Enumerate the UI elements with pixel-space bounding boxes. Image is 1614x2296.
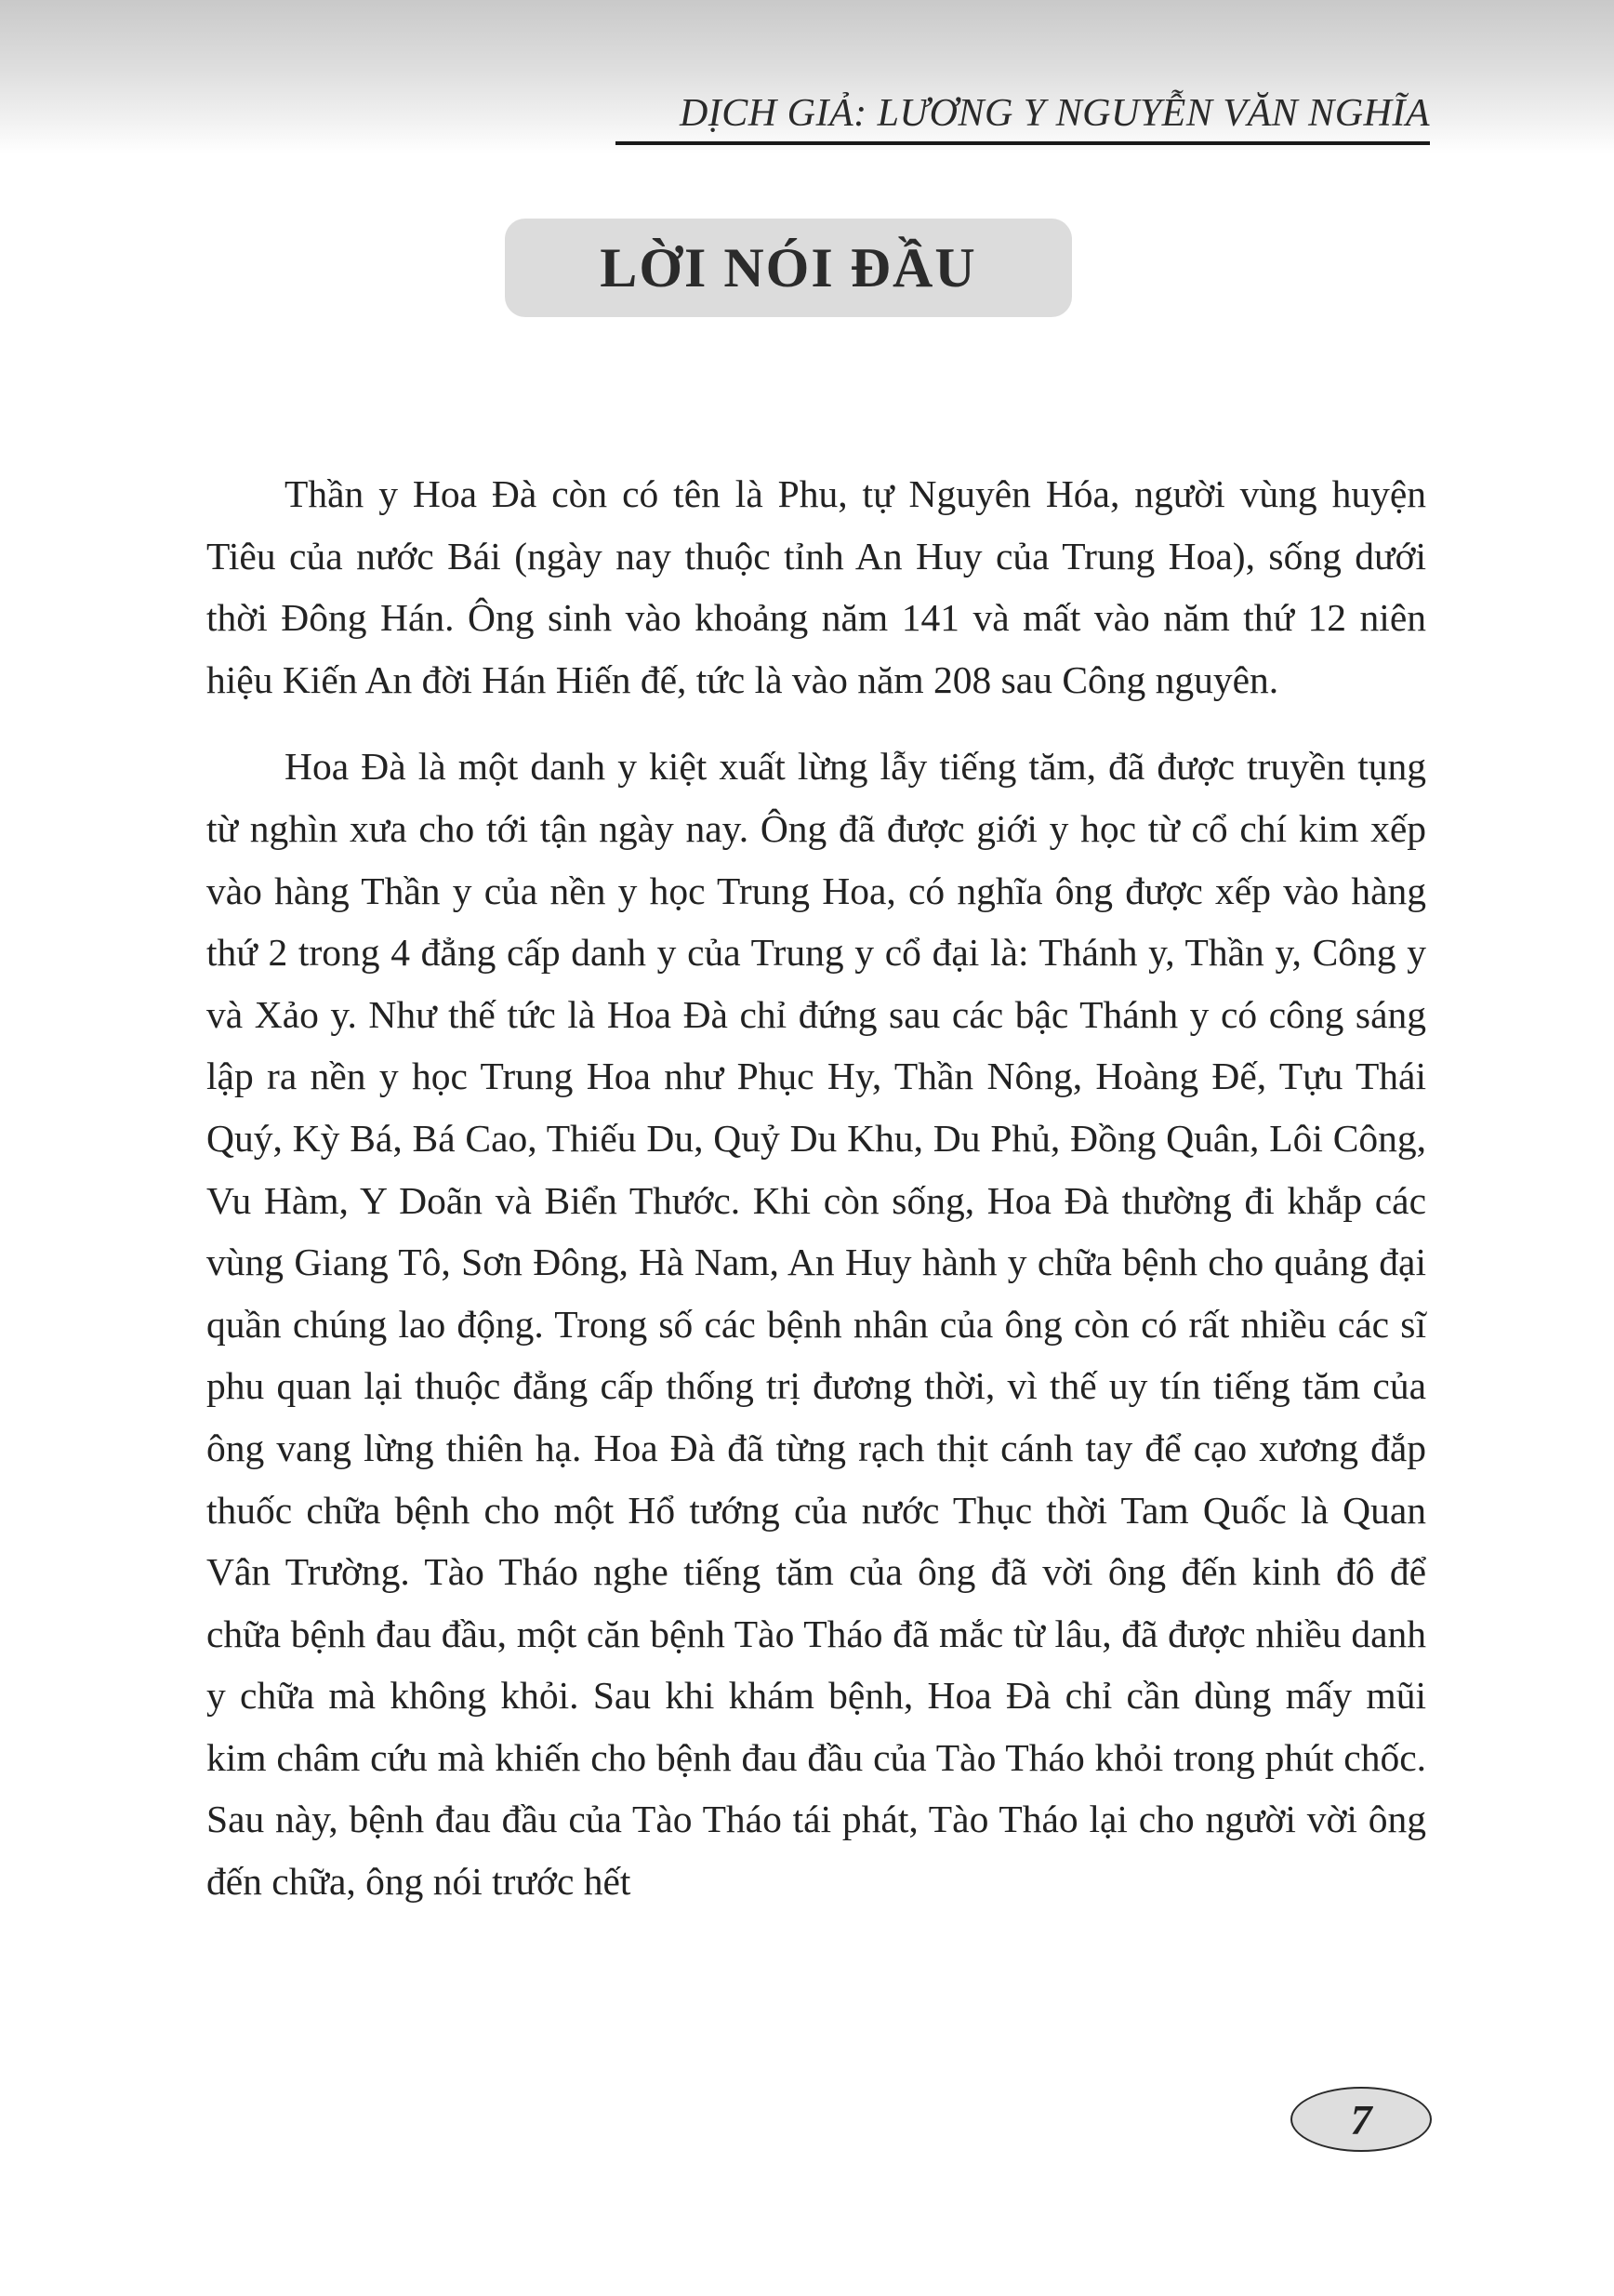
title-box [505, 219, 1072, 317]
page-title: LỜI NÓI ĐẦU [600, 236, 977, 299]
header-rule [615, 141, 1430, 145]
running-head: DỊCH GIẢ: LƯƠNG Y NGUYỄN VĂN NGHĨA [679, 92, 1430, 135]
page-number-badge [1290, 2087, 1432, 2152]
page-number: 7 [1350, 2095, 1372, 2143]
paragraph-1: Thần y Hoa Đà còn có tên là Phu, tự Nguyên Hóa, người vùng huyện Tiêu của nước Bái (ngày nay thuộc tỉnh An Huy của Trung Hoa), sống dưới thời Đông Hán. Ông sinh vào khoảng năm 141 và mất vào năm thứ 12 niên hiệu Kiến An đời Hán Hiến đế, tức là vào năm 208 sau Công nguyên. [206, 472, 1426, 701]
body-text [206, 463, 1426, 1913]
paragraph-2: Hoa Đà là một danh y kiệt xuất lừng lẫy tiếng tăm, đã được truyền tụng từ nghìn xưa cho tới tận ngày nay. Ông đã được giới y học từ cổ chí kim xếp vào hàng Thần y của nền y học Trung Hoa, có nghĩa ông được xếp vào hàng thứ 2 trong 4 đẳng cấp danh y của Trung y cổ đại là: Thánh y, Thần y, Công y và Xảo y. Như thế tức là Hoa Đà chỉ đứng sau các bậc Thánh y có công sáng lập ra nền y học Trung Hoa như Phục Hy, Thần Nông, Hoàng Đế, Tựu Thái Quý, Kỳ Bá, Bá Cao, Thiếu Du, Quỷ Du Khu, Du Phủ, Đồng Quân, Lôi Công, Vu Hàm, Y Doãn và Biển Thước. Khi còn sống, Hoa Đà thường đi khắp các vùng Giang Tô, Sơn Đông, Hà Nam, An Huy hành y chữa bệnh cho quảng đại quần chúng lao động. Trong số các bệnh nhân của ông còn có rất nhiều các sĩ phu quan lại thuộc đẳng cấp thống trị đương thời, vì thế uy tín tiếng tăm của ông vang lừng thiên hạ. Hoa Đà đã từng rạch thịt cánh tay để cạo xương đắp thuốc chữa bệnh cho một Hổ tướng của nước Thục thời Tam Quốc là Quan Vân Trường. Tào Tháo nghe tiếng tăm của ông đã vời ông đến kinh đô để chữa bệnh đau đầu, một căn bệnh Tào Tháo đã mắc từ lâu, đã được nhiều danh y chữa mà không khỏi. Sau khi khám bệnh, Hoa Đà chỉ cần dùng mấy mũi kim châm cứu mà khiến cho bệnh đau đầu của Tào Tháo khỏi trong phút chốc. Sau này, bệnh đau đầu của Tào Tháo tái phát, Tào Tháo lại cho người vời ông đến chữa, ông nói trước hết [206, 745, 1426, 1904]
